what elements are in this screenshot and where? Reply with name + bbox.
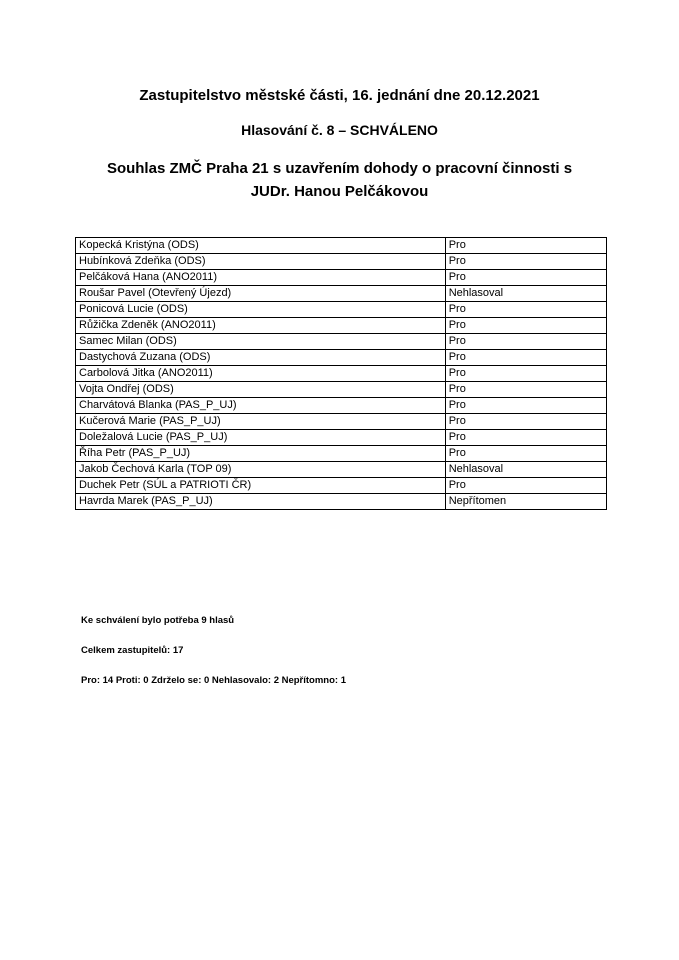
member-name-cell: Jakob Čechová Karla (TOP 09)	[76, 462, 446, 478]
member-name-cell: Dastychová Zuzana (ODS)	[76, 350, 446, 366]
table-row	[76, 494, 607, 510]
member-vote-cell: Pro	[445, 334, 606, 350]
member-vote-cell: Nepřítomen	[445, 494, 606, 510]
table-row	[76, 462, 607, 478]
member-vote-cell: Pro	[445, 398, 606, 414]
vote-tally: Pro: 14 Proti: 0 Zdrželo se: 0 Nehlasovalo: 2 Nepřítomno: 1	[81, 675, 347, 686]
resolution-subject	[0, 157, 679, 203]
table-row	[76, 334, 607, 350]
member-name-cell: Říha Petr (PAS_P_UJ)	[76, 446, 446, 462]
table-row	[76, 254, 607, 270]
table-row	[76, 350, 607, 366]
member-name-cell: Pelčáková Hana (ANO2011)	[76, 270, 446, 286]
member-vote-cell: Pro	[445, 414, 606, 430]
member-name-cell: Kučerová Marie (PAS_P_UJ)	[76, 414, 446, 430]
member-name-cell: Roušar Pavel (Otevřený Újezd)	[76, 286, 446, 302]
member-name-cell: Růžička Zdeněk (ANO2011)	[76, 318, 446, 334]
member-vote-cell: Pro	[445, 238, 606, 254]
member-name-cell: Havrda Marek (PAS_P_UJ)	[76, 494, 446, 510]
total-members-note: Celkem zastupitelů: 17	[81, 645, 184, 656]
member-vote-cell: Pro	[445, 478, 606, 494]
member-name-cell: Carbolová Jitka (ANO2011)	[76, 366, 446, 382]
table-row	[76, 238, 607, 254]
member-vote-cell: Pro	[445, 430, 606, 446]
table-row	[76, 366, 607, 382]
resolution-subject-line-1: Souhlas ZMČ Praha 21 s uzavřením dohody o pracovní činnosti s	[106, 160, 573, 177]
table-row	[76, 414, 607, 430]
vote-result-heading: Hlasování č. 8 – SCHVÁLENO	[241, 122, 438, 138]
member-vote-cell: Pro	[445, 350, 606, 366]
member-vote-cell: Nehlasoval	[445, 286, 606, 302]
member-name-cell: Vojta Ondřej (ODS)	[76, 382, 446, 398]
member-name-cell: Samec Milan (ODS)	[76, 334, 446, 350]
table-row	[76, 318, 607, 334]
table-row	[76, 270, 607, 286]
table-row	[76, 430, 607, 446]
table-row	[76, 302, 607, 318]
table-row	[76, 382, 607, 398]
session-title: Zastupitelstvo městské části, 16. jednání dne 20.12.2021	[139, 87, 540, 104]
member-name-cell: Duchek Petr (SÚL a PATRIOTI ČR)	[76, 478, 446, 494]
member-vote-cell: Pro	[445, 446, 606, 462]
member-name-cell: Charvátová Blanka (PAS_P_UJ)	[76, 398, 446, 414]
member-name-cell: Ponicová Lucie (ODS)	[76, 302, 446, 318]
member-vote-cell: Pro	[445, 254, 606, 270]
votes-table	[75, 237, 607, 510]
member-vote-cell: Pro	[445, 382, 606, 398]
votes-table-body	[76, 238, 607, 510]
member-name-cell: Kopecká Kristýna (ODS)	[76, 238, 446, 254]
member-vote-cell: Nehlasoval	[445, 462, 606, 478]
member-name-cell: Hubínková Zdeňka (ODS)	[76, 254, 446, 270]
table-row	[76, 446, 607, 462]
member-name-cell: Doležalová Lucie (PAS_P_UJ)	[76, 430, 446, 446]
resolution-subject-line-2: JUDr. Hanou Pelčákovou	[250, 183, 429, 200]
member-vote-cell: Pro	[445, 302, 606, 318]
table-row	[76, 398, 607, 414]
member-vote-cell: Pro	[445, 366, 606, 382]
required-votes-note: Ke schválení bylo potřeba 9 hlasů	[81, 615, 235, 626]
member-vote-cell: Pro	[445, 270, 606, 286]
table-row	[76, 478, 607, 494]
table-row	[76, 286, 607, 302]
member-vote-cell: Pro	[445, 318, 606, 334]
